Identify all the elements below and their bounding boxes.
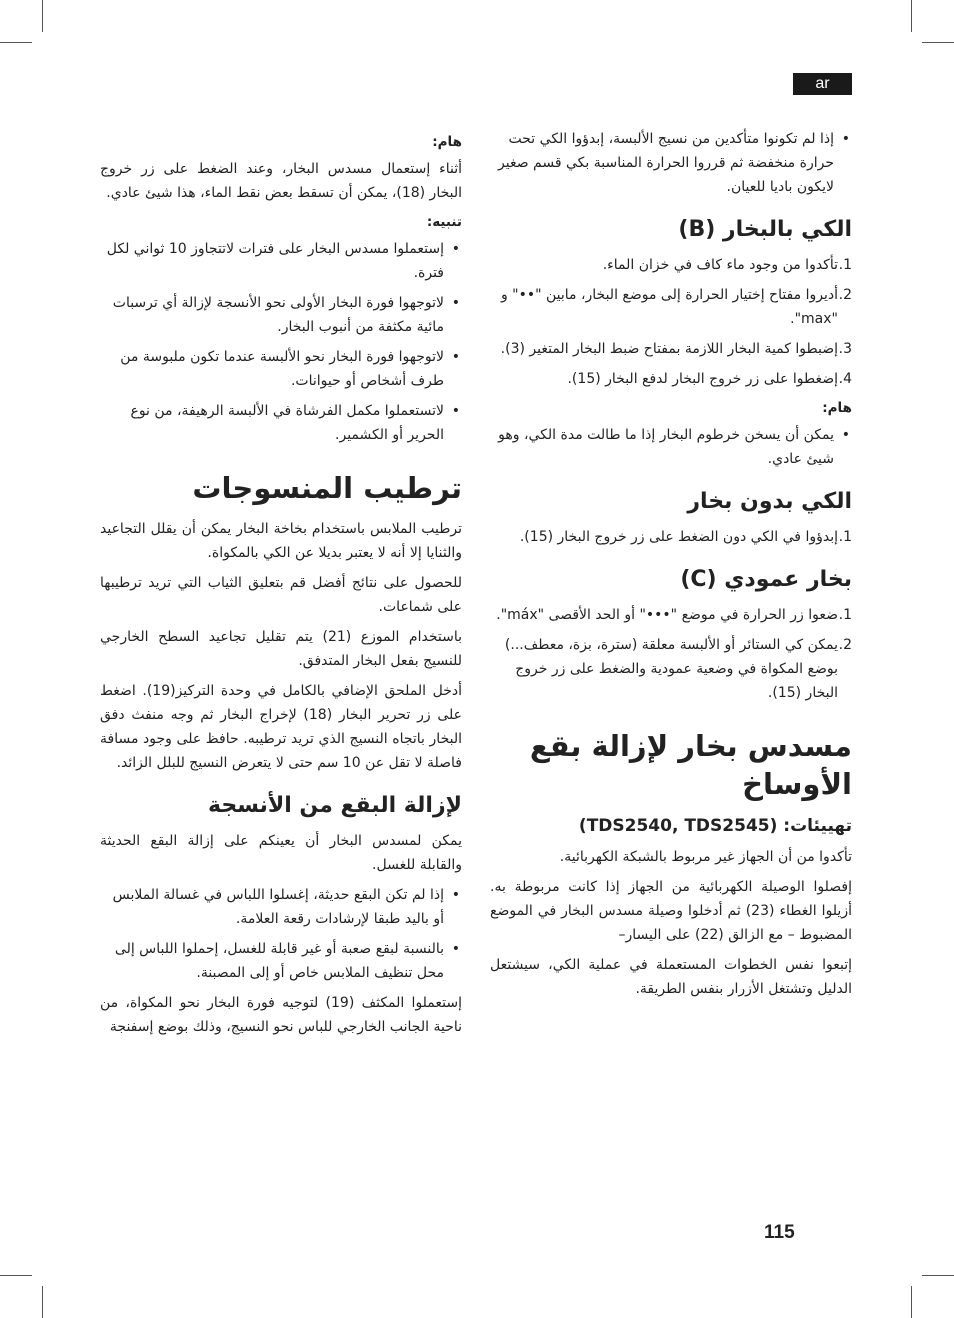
warning-label: تنبيه: — [426, 214, 462, 230]
crop-mark — [0, 1275, 32, 1276]
refresh-heading: ترطيب المنسوجات — [192, 471, 462, 505]
crop-mark — [922, 1275, 954, 1276]
important-list — [490, 423, 852, 471]
stains-heading: لإزالة البقع من الأنسجة — [208, 793, 462, 818]
step-item: 1. تأكدوا من وجود ماء كاف في خزان الماء. — [602, 257, 852, 273]
stain-bullet: • بالنسبة لبقع صعبة أو غير قابلة للغسل، إحملوا اللباس إلى محل تنظيف الملابس خاص أو إلى المصبنة. — [100, 937, 444, 985]
crop-mark — [911, 1286, 912, 1318]
paragraph: إفصلوا الوصيلة الكهربائية من الجهاز إذا كانت مربوطة به. أزيلوا الغطاء (23) ثم أدخلوا وصيلة مسدس البخار في الموضع المضبوط – مع الزالق (22) على اليسار– — [490, 879, 852, 943]
paragraph: باستخدام الموزع (21) يتم تقليل تجاعيد السطح الخارجي للنسيج بفعل البخار المتدفق. — [100, 629, 462, 669]
paragraph: للحصول على نتائج أفضل قم بتعليق الثياب التي تريد ترطيبها على شماعات. — [100, 575, 462, 615]
steam-ironing-steps — [490, 253, 852, 391]
paragraph: ترطيب الملابس باستخدام بخاخة البخار يمكن أن يقلل التجاعيد والثنايا إلا أنه لا يعتبر بديلا عن الكي بالمكواة. — [100, 521, 462, 561]
dry-ironing-heading: الكي بدون بخار — [687, 489, 852, 514]
models-subheading: تهييئات: (TDS2540, TDS2545) — [578, 816, 852, 836]
paragraph: يمكن لمسدس البخار أن يعينكم على إزالة البقع الحديثة والقابلة للغسل. — [100, 833, 462, 873]
warning-list — [100, 237, 462, 447]
warning-bullet: • إستعملوا مسدس البخار على فترات لاتتجاوز 10 ثواني لكل فترة. — [100, 237, 444, 285]
warning-bullet: • لاتستعملوا مكمل الفرشاة في الألبسة الرهيفة، من نوع الحرير أو الكشمير. — [100, 399, 444, 447]
step-item: 2. يمكن كي الستائر أو الألبسة معلقة (سترة، بزة، معطف...) بوضع المكواة في وضعية عمودية والضغط على زر خروج البخار (15). — [504, 637, 852, 701]
stains-list — [100, 883, 462, 985]
step-item: 3. إضبطوا كمية البخار اللازمة بمفتاح ضبط البخار المتغير (3). — [500, 341, 852, 357]
dry-ironing-steps — [490, 525, 852, 549]
crop-mark — [911, 0, 912, 32]
important-label: هام: — [822, 400, 852, 416]
vertical-steam-steps — [490, 603, 852, 705]
step-item: 4. إضغطوا على زر خروج البخار لدفع البخار (15). — [567, 371, 852, 387]
step-item: 1. ضعوا زر الحرارة في موضع "•••" أو الحد الأقصى "máx". — [496, 607, 852, 623]
stain-bullet: • إذا لم تكن البقع حديثة، إغسلوا اللباس في غسالة الملابس أو باليد طبقا لإرشادات رقعة العلامة. — [100, 883, 444, 931]
intro-bullet: • إذا لم تكونوا متأكدين من نسيج الألبسة، إبدؤوا الكي تحت حرارة منخفضة ثم قرروا الحرارة المناسبة بكي قسم صغير لايكون باديا للعيان. — [490, 127, 834, 199]
step-item: 2. أديروا مفتاح إختيار الحرارة إلى موضع البخار، مابين "••" و "max". — [500, 287, 852, 327]
paragraph: أثناء إستعمال مسدس البخار، وعند الضغط على زر خروج البخار (18)، يمكن أن تسقط بعض نقط الماء، هذا شيئ عادي. — [100, 161, 462, 201]
paragraph: تأكدوا من أن الجهاز غير مربوط بالشبكة الكهربائية. — [559, 849, 852, 865]
stain-gun-heading: مسدس بخار لإزالة بقع الأوساخ — [529, 729, 852, 801]
crop-mark — [0, 42, 32, 43]
crop-mark — [922, 42, 954, 43]
intro-list — [490, 127, 852, 199]
vertical-steam-heading: بخار عمودي (C) — [680, 567, 852, 592]
important-label: هام: — [432, 134, 462, 150]
important-bullet: • يمكن أن يسخن خرطوم البخار إذا ما طالت مدة الكي، وهو شيئ عادي. — [490, 423, 834, 471]
crop-mark — [42, 0, 43, 32]
warning-bullet: • لاتوجهوا فورة البخار الأولى نحو الأنسجة لإزالة أي ترسبات مائية مكثفة من أنبوب البخار. — [100, 291, 444, 339]
page-number: 115 — [764, 1222, 795, 1243]
warning-bullet: • لاتوجهوا فورة البخار نحو الألبسة عندما تكون ملبوسة من طرف أشخاص أو حيوانات. — [100, 345, 444, 393]
steam-ironing-heading: الكي بالبخار (B) — [678, 217, 852, 242]
right-column — [490, 127, 852, 1007]
left-column — [100, 127, 462, 1045]
paragraph: إتبعوا نفس الخطوات المستعملة في عملية الكي، سيشتعل الدليل وتشتغل الأزرار بنفس الطريقة. — [490, 957, 852, 997]
language-tag: ar — [793, 73, 852, 95]
paragraph: إستعملوا المكثف (19) لتوجيه فورة البخار نحو المكواة، من ناحية الجانب الخارجي للباس نحو النسيج، وذلك بوضع إسفنجة — [100, 995, 462, 1035]
crop-mark — [42, 1286, 43, 1318]
paragraph: أدخل الملحق الإضافي بالكامل في وحدة التركيز(19). اضغط على زر تحرير البخار (18) لإخراج البخار ثم وجه منفث دفق البخار باتجاه النسيج الذي تريد ترطيبه. حافظ على وجود مسافة فاصلة لا تقل عن 10 سم حتى لا يتعرض النسيج للبلل الزائد. — [100, 683, 463, 771]
step-item: 1. إبدؤوا في الكي دون الضغط على زر خروج البخار (15). — [519, 529, 852, 545]
